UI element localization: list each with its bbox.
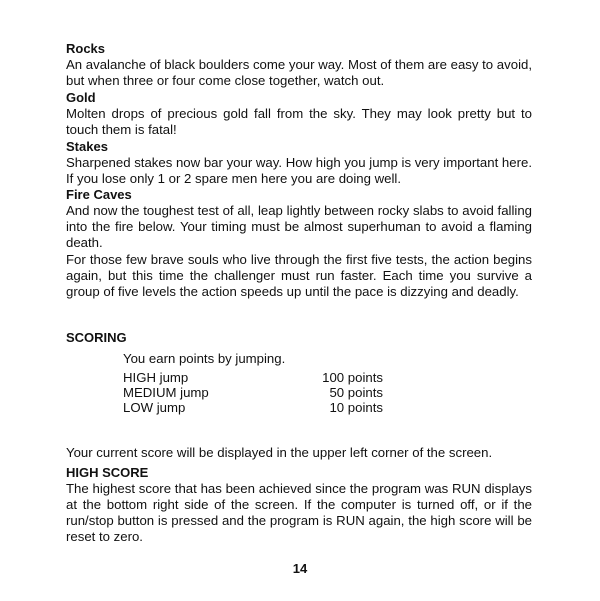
section-rocks: [66, 41, 532, 89]
fire-caves-body: And now the toughest test of all, leap lightly between rocky slabs to avoid falling into the fire below. Your timing must be almost superhuman to avoid a flaming death.: [66, 203, 532, 250]
scoring-heading: SCORING: [66, 330, 127, 345]
high-score-heading: HIGH SCORE: [66, 465, 149, 480]
high-score-body: The highest score that has been achieved since the program was RUN displays at the bottom right side of the screen. If the computer is turned off, or if the run/stop button is pressed and the program is RUN again, the high score will be reset to zero.: [66, 481, 532, 544]
scoring-row-label: HIGH jump: [123, 370, 189, 385]
page-number: 14: [292, 561, 308, 576]
rocks-heading: Rocks: [66, 41, 106, 56]
scoring-row: [123, 370, 383, 386]
scoring-note-text: Your current score will be displayed in the upper left corner of the screen.: [66, 445, 493, 460]
scoring-row-points: 10 points: [329, 400, 383, 415]
section-continuation: [66, 252, 532, 300]
scoring-row-label: LOW jump: [123, 400, 186, 415]
gold-heading: Gold: [66, 90, 96, 105]
section-gold: [66, 90, 532, 138]
scoring-row-points: 100 points: [322, 370, 383, 385]
scoring-note: [66, 445, 532, 461]
continuation-body: For those few brave souls who live through the first five tests, the action begins again, but this time the challenger must run faster. Each time you survive a group of five levels the action speeds up until the pace is dizzying and deadly.: [66, 252, 532, 299]
scoring-intro: You earn points by jumping.: [123, 351, 286, 366]
scoring-row: [123, 400, 383, 416]
stakes-body: Sharpened stakes now bar your way. How high you jump is very important here. If you lose only 1 or 2 spare men here you are doing well.: [66, 155, 532, 186]
section-high-score: [66, 465, 532, 545]
section-fire-caves: [66, 187, 532, 251]
scoring-row-label: MEDIUM jump: [123, 385, 209, 400]
rocks-body: An avalanche of black boulders come your way. Most of them are easy to avoid, but when three or four come close together, watch out.: [66, 57, 532, 88]
fire-caves-heading: Fire Caves: [66, 187, 132, 202]
gold-body: Molten drops of precious gold fall from the sky. They may look pretty but to touch them is fatal!: [66, 106, 532, 137]
section-stakes: [66, 139, 532, 187]
scoring-row: [123, 385, 383, 401]
stakes-heading: Stakes: [66, 139, 108, 154]
scoring-row-points: 50 points: [329, 385, 383, 400]
section-scoring: [66, 330, 532, 346]
